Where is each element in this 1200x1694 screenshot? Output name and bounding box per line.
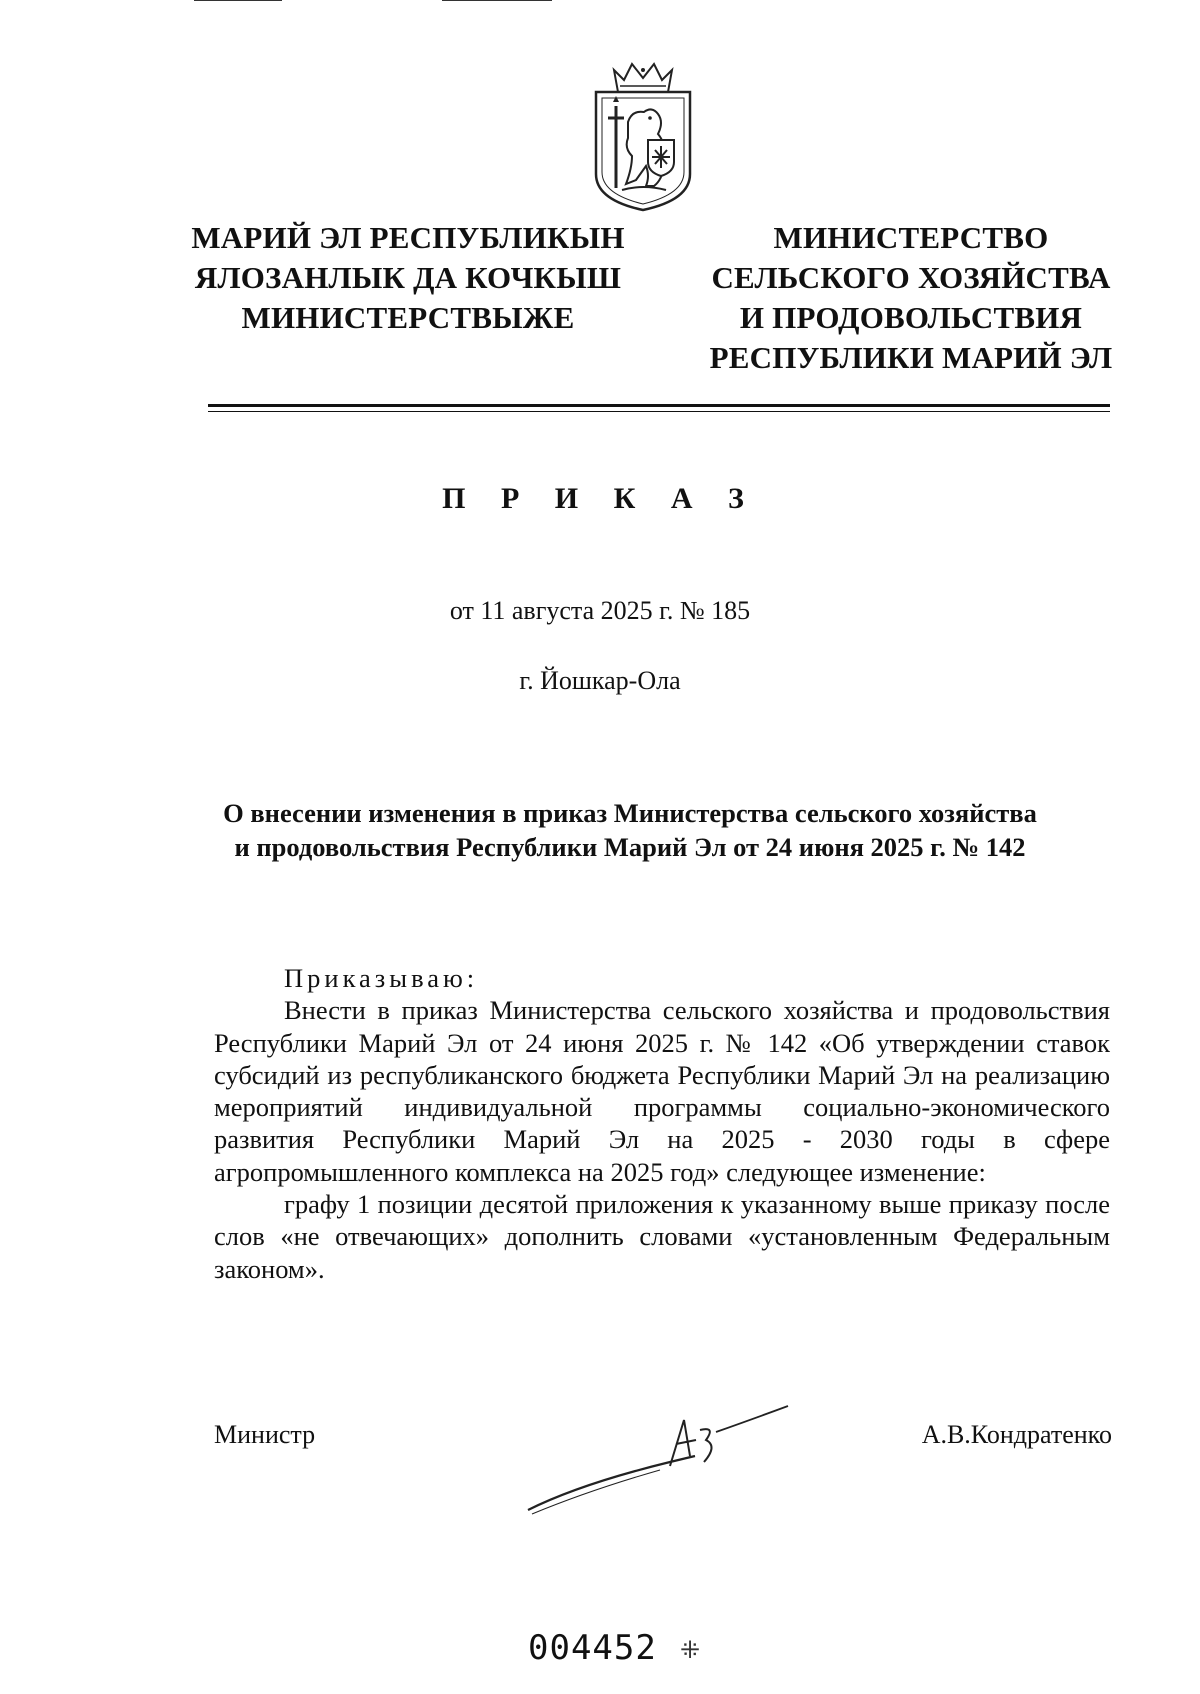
document-type-title: П Р И К А З — [442, 482, 758, 515]
document-subject — [150, 796, 1110, 864]
top-border-line-right — [442, 0, 552, 1]
header-left-line: ЯЛОЗАНЛЫК ДА КОЧКЫШ — [194, 260, 622, 295]
header-left-line: МАРИЙ ЭЛ РЕСПУБЛИКЫН — [191, 220, 625, 255]
signer-name: А.В.Кондратенко — [921, 1420, 1112, 1449]
top-border-line-left — [194, 0, 282, 1]
header-right-line: И ПРОДОВОЛЬСТВИЯ — [739, 300, 1083, 335]
subject-line: и продовольствия Республики Марий Эл от 24 июня 2025 г. № 142 — [234, 832, 1026, 862]
header-separator-thick — [208, 404, 1110, 407]
body-paragraph: графу 1 позиции десятой приложения к указанному выше приказу после слов «не отвечающих» дополнить словами «установленным Федеральным законом». — [214, 1189, 1110, 1284]
header-separator-thin — [208, 411, 1110, 412]
header-russian-name — [706, 218, 1116, 378]
body-paragraph: Внести в приказ Министерства сельского хозяйства и продовольствия Республики Марий Эл от 24 июня 2025 г. № 142 «Об утверждении ставок субсидий из республиканского бюджета Республики Марий Эл на реализацию мероприятий индивидуальной программы социально-экономического развития Республики Марий Эл на 2025 - 2030 годы в сфере агропромышленного комплекса на 2025 год» следующее изменение: — [214, 995, 1110, 1187]
coat-of-arms-icon — [588, 62, 698, 212]
subject-line: О внесении изменения в приказ Министерства сельского хозяйства — [223, 798, 1037, 828]
order-word: Приказываю: — [284, 963, 479, 993]
stamp-dots-icon: ⁜ — [680, 1638, 701, 1664]
header-right-line: РЕСПУБЛИКИ МАРИЙ ЭЛ — [709, 340, 1113, 375]
header-marij-name — [188, 218, 628, 338]
document-body — [214, 962, 1110, 1285]
handwritten-signature-icon — [520, 1400, 810, 1520]
header-right-line: МИНИСТЕРСТВО — [773, 220, 1049, 255]
header-left-line: МИНИСТЕРСТВЫЖЕ — [241, 300, 575, 335]
header-right-line: СЕЛЬСКОГО ХОЗЯЙСТВА — [711, 260, 1111, 295]
date-and-number: от 11 августа 2025 г. № 185 — [449, 596, 751, 625]
signer-title: Министр — [214, 1420, 316, 1449]
city-name: г. Йошкар-Ола — [519, 666, 681, 695]
registration-number: 004452 — [528, 1628, 657, 1668]
